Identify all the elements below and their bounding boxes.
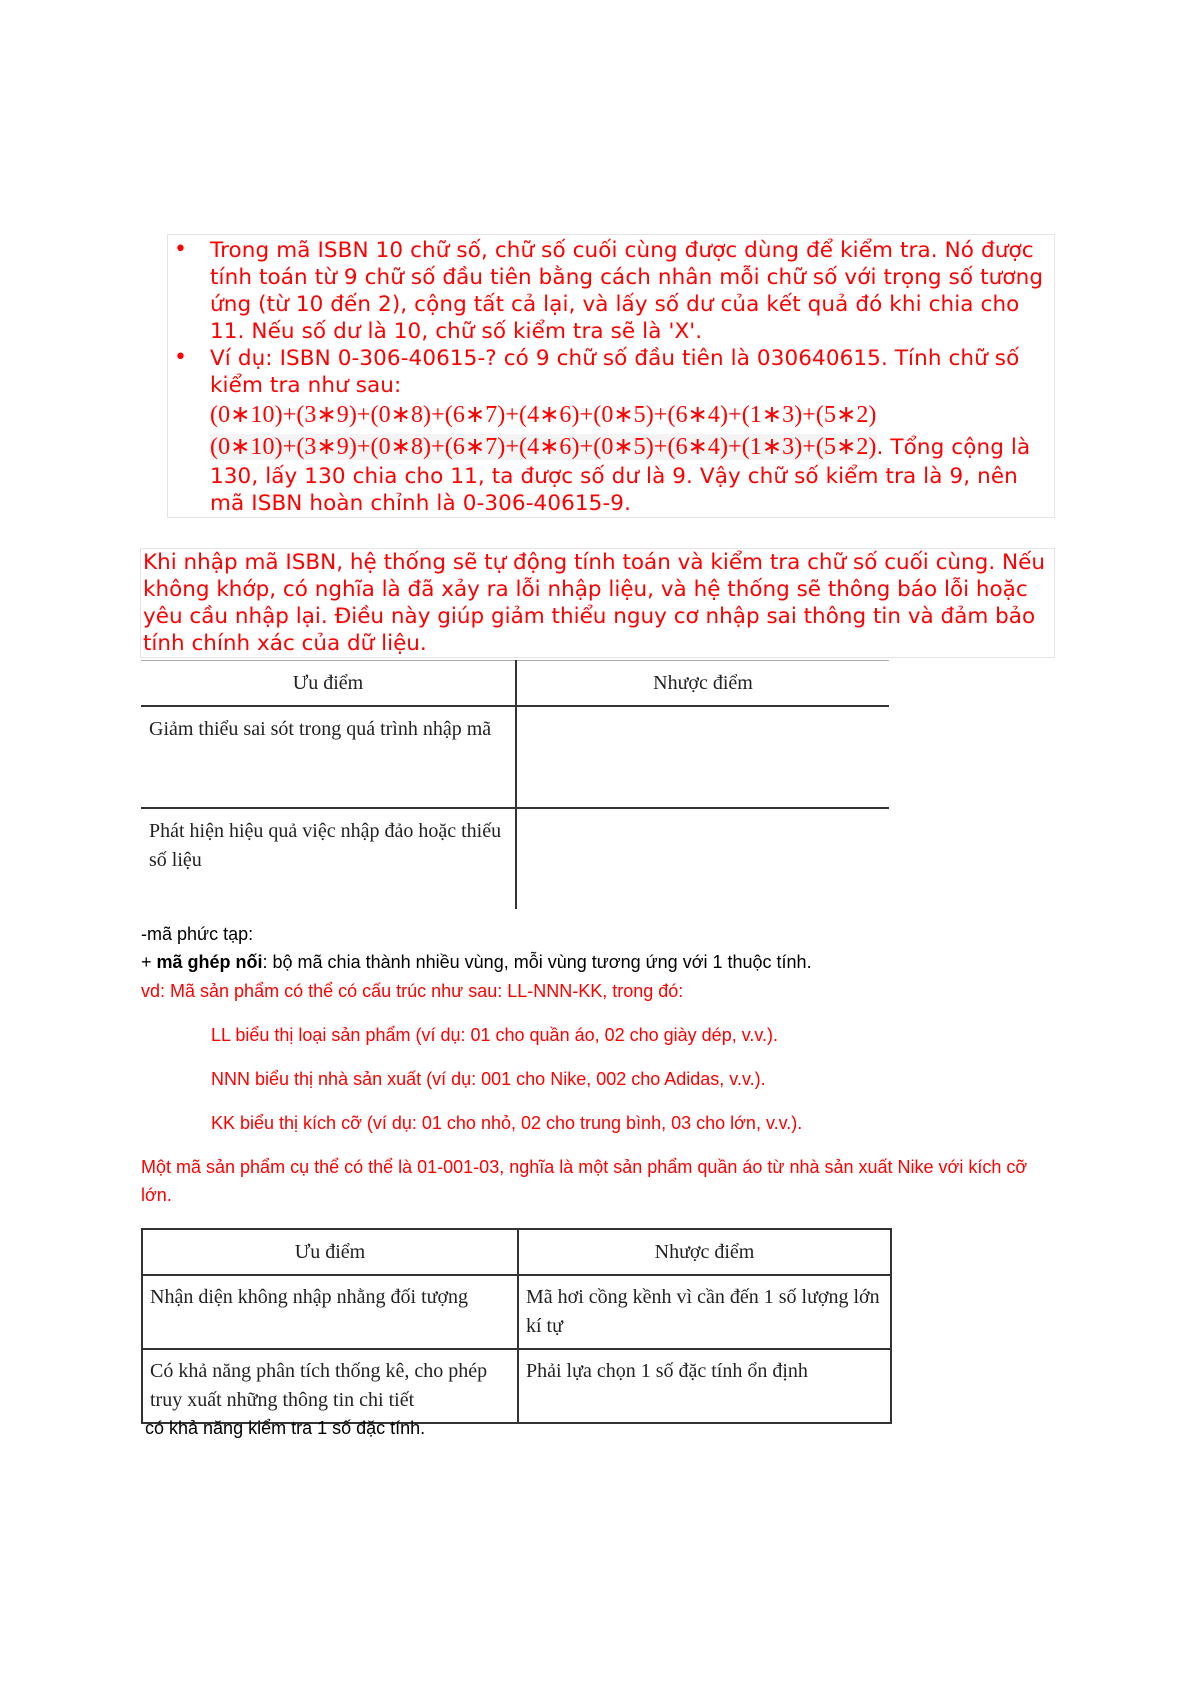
footer-note: có khả năng kiểm tra 1 số đặc tính. (145, 1418, 426, 1438)
example-conclusion: Một mã sản phẩm cụ thể có thể là 01-001-03, nghĩa là một sản phẩm quần áo từ nhà sản xuất Nike với kích cỡ lớn. (141, 1157, 1028, 1205)
table-row (142, 1275, 891, 1349)
part-kk: KK biểu thị kích cỡ (ví dụ: 01 cho nhỏ, 02 cho trung bình, 03 cho lớn, v.v.). (211, 1113, 803, 1133)
bullet-text: Trong mã ISBN 10 chữ số, chữ số cuối cùng được dùng để kiểm tra. Nó được tính toán từ 9 chữ số đầu tiên bằng cách nhân mỗi chữ số với trọng số tương ứng (từ 10 đến 2), cộng tất cả lại, và lấy số dư của kết quả đó khi chia cho 11. Nếu số dư là 10, chữ số kiểm tra sẽ là 'X'. (210, 238, 1044, 344)
table-cell: Phải lựa chọn 1 số đặc tính ổn định (518, 1349, 891, 1423)
example-intro: vd: Mã sản phẩm có thể có cấu trúc như sau: LL-NNN-KK, trong đó: (141, 981, 684, 1001)
table-header-cons: Nhược điểm (518, 1229, 891, 1275)
complex-code-heading: -mã phức tạp: (141, 924, 254, 944)
table-cell: Mã hơi cồng kềnh vì cần đến 1 số lượng lớn kí tự (518, 1275, 891, 1349)
table-row (142, 1349, 891, 1423)
example-result-text: . Tổng cộng là 130, lấy 130 chia cho 11, ta được số dư là 9. Vậy chữ số kiểm tra là 9, nên mã ISBN hoàn chỉnh là 0-306-40615-9. (210, 435, 1031, 516)
table-header-pros: Ưu điểm (141, 661, 516, 707)
verify-paragraph-box (140, 548, 1055, 658)
part-nnn: NNN biểu thị nhà sản xuất (ví dụ: 001 cho Nike, 002 cho Adidas, v.v.). (211, 1069, 766, 1089)
isbn-explanation-box (167, 234, 1055, 518)
table-cell: Có khả năng phân tích thống kê, cho phép truy xuất những thông tin chi tiết (142, 1349, 518, 1423)
verify-paragraph: Khi nhập mã ISBN, hệ thống sẽ tự động tính toán và kiểm tra chữ số cuối cùng. Nếu không khớp, có nghĩa là đã xảy ra lỗi nhập liệu, và hệ thống sẽ thông báo lỗi hoặc yêu cầu nhập lại. Điều này giúp giảm thiểu nguy cơ nhập sai thông tin và đảm bảo tính chính xác của dữ liệu. (143, 550, 1045, 656)
table-header-pros: Ưu điểm (142, 1229, 518, 1275)
example-text: Ví dụ: ISBN 0-306-40615-? có 9 chữ số đầu tiên là 030640615. Tính chữ số kiểm tra như sau: (210, 346, 1020, 398)
table-cell: Giảm thiểu sai sót trong quá trình nhập mã (141, 706, 516, 808)
joint-code-pros-cons-table (141, 1228, 892, 1424)
isbn-pros-cons-table (141, 660, 889, 909)
table-cell: Nhận diện không nhập nhằng đối tượng (142, 1275, 518, 1349)
table-cell (516, 808, 889, 909)
table-header-cons: Nhược điểm (516, 661, 889, 707)
table-row (141, 706, 889, 808)
formula: (0∗10)+(3∗9)+(0∗8)+(6∗7)+(4∗6)+(0∗5)+(6∗4)+(1∗3)+(5∗2) (210, 402, 877, 428)
joint-code-term: mã ghép nối (156, 952, 263, 972)
part-ll: LL biểu thị loại sản phẩm (ví dụ: 01 cho quần áo, 02 cho giày dép, v.v.). (211, 1025, 779, 1045)
joint-code-bullet: + mã ghép nối: bộ mã chia thành nhiều vùng, mỗi vùng tương ứng với 1 thuộc tính. (141, 952, 812, 972)
table-cell: Phát hiện hiệu quả việc nhập đảo hoặc thiếu số liệu (141, 808, 516, 909)
table-cell (516, 706, 889, 808)
bullet-icon: • (174, 345, 187, 370)
bullet-icon: • (174, 237, 187, 262)
formula-repeat: (0∗10)+(3∗9)+(0∗8)+(6∗7)+(4∗6)+(0∗5)+(6∗4)+(1∗3)+(5∗2) (210, 434, 877, 460)
table-row (141, 808, 889, 909)
